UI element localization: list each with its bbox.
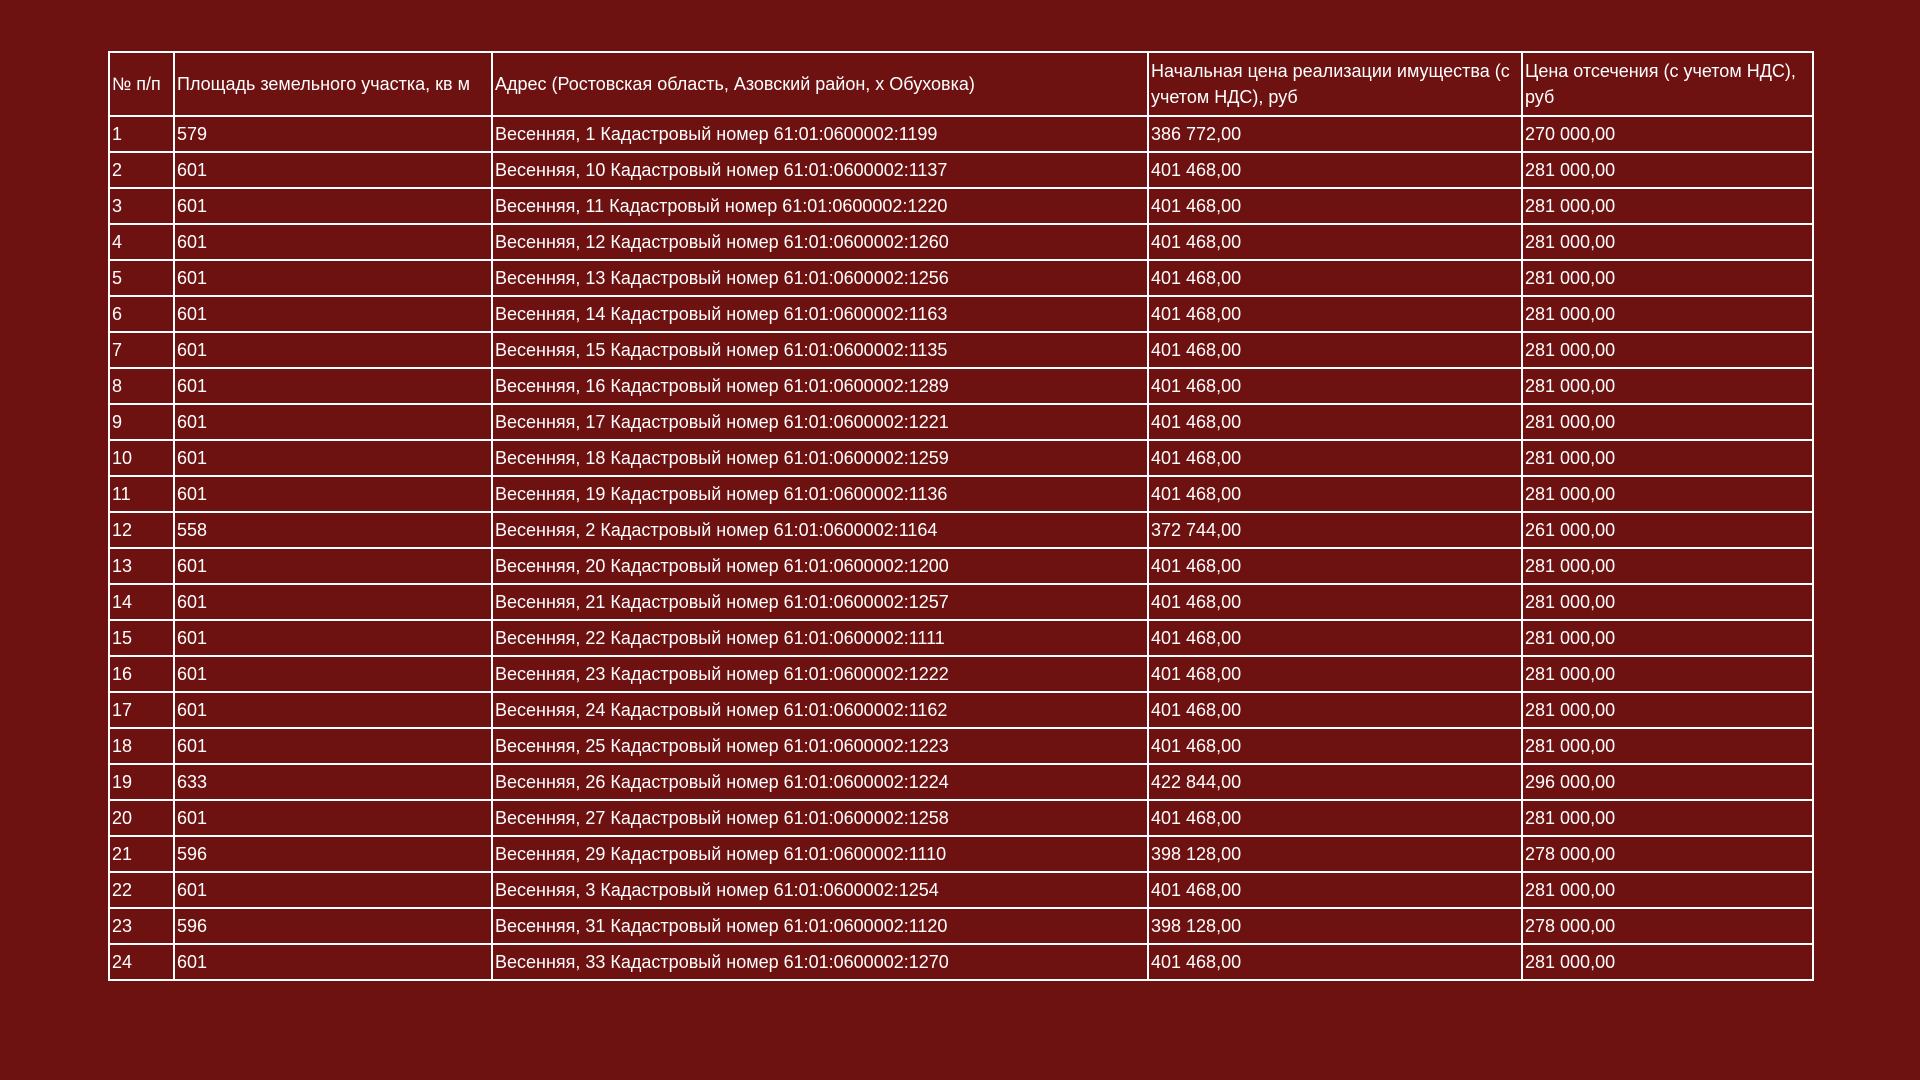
- cell-address: Весенняя, 16 Кадастровый номер 61:01:0600002:1289: [492, 368, 1148, 404]
- cell-initial-price: 401 468,00: [1148, 584, 1522, 620]
- cell-cutoff-price: 281 000,00: [1522, 584, 1813, 620]
- table-row: [109, 296, 1813, 332]
- cell-initial-price: 401 468,00: [1148, 368, 1522, 404]
- cell-cutoff-price: 278 000,00: [1522, 908, 1813, 944]
- cell-area: 601: [174, 476, 492, 512]
- table-row: [109, 224, 1813, 260]
- cell-address: Весенняя, 14 Кадастровый номер 61:01:0600002:1163: [492, 296, 1148, 332]
- cell-initial-price: 401 468,00: [1148, 800, 1522, 836]
- cell-initial-price: 401 468,00: [1148, 332, 1522, 368]
- cell-area: 601: [174, 188, 492, 224]
- cell-number: 9: [109, 404, 174, 440]
- cell-number: 3: [109, 188, 174, 224]
- table-row: [109, 152, 1813, 188]
- cell-cutoff-price: 281 000,00: [1522, 368, 1813, 404]
- cell-cutoff-price: 281 000,00: [1522, 800, 1813, 836]
- cell-address: Весенняя, 22 Кадастровый номер 61:01:0600002:1111: [492, 620, 1148, 656]
- cell-area: 601: [174, 368, 492, 404]
- cell-area: 601: [174, 332, 492, 368]
- cell-cutoff-price: 281 000,00: [1522, 224, 1813, 260]
- cell-cutoff-price: 281 000,00: [1522, 476, 1813, 512]
- cell-address: Весенняя, 15 Кадастровый номер 61:01:0600002:1135: [492, 332, 1148, 368]
- cell-cutoff-price: 281 000,00: [1522, 728, 1813, 764]
- cell-area: 601: [174, 584, 492, 620]
- cell-initial-price: 401 468,00: [1148, 152, 1522, 188]
- cell-cutoff-price: 278 000,00: [1522, 836, 1813, 872]
- cell-initial-price: 401 468,00: [1148, 872, 1522, 908]
- cell-area: 601: [174, 872, 492, 908]
- cell-area: 601: [174, 440, 492, 476]
- cell-number: 6: [109, 296, 174, 332]
- cell-area: 601: [174, 152, 492, 188]
- cell-address: Весенняя, 2 Кадастровый номер 61:01:0600002:1164: [492, 512, 1148, 548]
- cell-initial-price: 401 468,00: [1148, 692, 1522, 728]
- table-row: [109, 656, 1813, 692]
- cell-cutoff-price: 270 000,00: [1522, 116, 1813, 152]
- cell-number: 13: [109, 548, 174, 584]
- cell-cutoff-price: 281 000,00: [1522, 944, 1813, 980]
- cell-cutoff-price: 281 000,00: [1522, 404, 1813, 440]
- cell-address: Весенняя, 13 Кадастровый номер 61:01:0600002:1256: [492, 260, 1148, 296]
- header-address: Адрес (Ростовская область, Азовский район, х Обуховка): [492, 52, 1148, 116]
- cell-initial-price: 398 128,00: [1148, 908, 1522, 944]
- cell-number: 8: [109, 368, 174, 404]
- table-row: [109, 908, 1813, 944]
- cell-address: Весенняя, 20 Кадастровый номер 61:01:0600002:1200: [492, 548, 1148, 584]
- cell-address: Весенняя, 21 Кадастровый номер 61:01:0600002:1257: [492, 584, 1148, 620]
- cell-address: Весенняя, 29 Кадастровый номер 61:01:0600002:1110: [492, 836, 1148, 872]
- cell-number: 10: [109, 440, 174, 476]
- cell-number: 11: [109, 476, 174, 512]
- cell-initial-price: 401 468,00: [1148, 656, 1522, 692]
- cell-area: 596: [174, 836, 492, 872]
- cell-area: 601: [174, 656, 492, 692]
- table-row: [109, 692, 1813, 728]
- cell-initial-price: 422 844,00: [1148, 764, 1522, 800]
- table-row: [109, 944, 1813, 980]
- cell-number: 1: [109, 116, 174, 152]
- table-row: [109, 584, 1813, 620]
- cell-number: 2: [109, 152, 174, 188]
- cell-area: 579: [174, 116, 492, 152]
- cell-number: 19: [109, 764, 174, 800]
- cell-cutoff-price: 281 000,00: [1522, 440, 1813, 476]
- cell-area: 633: [174, 764, 492, 800]
- cell-initial-price: 401 468,00: [1148, 404, 1522, 440]
- table-row: [109, 116, 1813, 152]
- table-row: [109, 728, 1813, 764]
- cell-cutoff-price: 281 000,00: [1522, 332, 1813, 368]
- cell-initial-price: 401 468,00: [1148, 620, 1522, 656]
- table-row: [109, 836, 1813, 872]
- cell-initial-price: 401 468,00: [1148, 548, 1522, 584]
- table-row: [109, 872, 1813, 908]
- cell-number: 23: [109, 908, 174, 944]
- cell-number: 12: [109, 512, 174, 548]
- header-row: [109, 52, 1813, 116]
- cell-number: 22: [109, 872, 174, 908]
- cell-address: Весенняя, 25 Кадастровый номер 61:01:0600002:1223: [492, 728, 1148, 764]
- table-row: [109, 332, 1813, 368]
- cell-initial-price: 386 772,00: [1148, 116, 1522, 152]
- cell-area: 558: [174, 512, 492, 548]
- header-cutoff-price: Цена отсечения (с учетом НДС), руб: [1522, 52, 1813, 116]
- cell-initial-price: 401 468,00: [1148, 476, 1522, 512]
- cell-initial-price: 401 468,00: [1148, 188, 1522, 224]
- cell-address: Весенняя, 27 Кадастровый номер 61:01:0600002:1258: [492, 800, 1148, 836]
- land-plots-table-container: [108, 51, 1812, 981]
- land-plots-table: [108, 51, 1814, 981]
- cell-address: Весенняя, 10 Кадастровый номер 61:01:0600002:1137: [492, 152, 1148, 188]
- cell-area: 601: [174, 944, 492, 980]
- cell-address: Весенняя, 23 Кадастровый номер 61:01:0600002:1222: [492, 656, 1148, 692]
- cell-cutoff-price: 261 000,00: [1522, 512, 1813, 548]
- header-initial-price: Начальная цена реализации имущества (с учетом НДС), руб: [1148, 52, 1522, 116]
- cell-cutoff-price: 281 000,00: [1522, 260, 1813, 296]
- table-row: [109, 800, 1813, 836]
- cell-address: Весенняя, 1 Кадастровый номер 61:01:0600002:1199: [492, 116, 1148, 152]
- cell-cutoff-price: 281 000,00: [1522, 296, 1813, 332]
- cell-initial-price: 401 468,00: [1148, 440, 1522, 476]
- cell-area: 601: [174, 296, 492, 332]
- cell-area: 601: [174, 692, 492, 728]
- cell-address: Весенняя, 26 Кадастровый номер 61:01:0600002:1224: [492, 764, 1148, 800]
- cell-number: 15: [109, 620, 174, 656]
- table-row: [109, 764, 1813, 800]
- table-header: [109, 52, 1813, 116]
- table-row: [109, 404, 1813, 440]
- table-row: [109, 188, 1813, 224]
- cell-address: Весенняя, 18 Кадастровый номер 61:01:0600002:1259: [492, 440, 1148, 476]
- cell-cutoff-price: 296 000,00: [1522, 764, 1813, 800]
- cell-area: 601: [174, 260, 492, 296]
- table-row: [109, 548, 1813, 584]
- cell-area: 601: [174, 620, 492, 656]
- cell-number: 5: [109, 260, 174, 296]
- cell-cutoff-price: 281 000,00: [1522, 548, 1813, 584]
- cell-initial-price: 401 468,00: [1148, 224, 1522, 260]
- cell-area: 601: [174, 728, 492, 764]
- cell-initial-price: 401 468,00: [1148, 260, 1522, 296]
- cell-cutoff-price: 281 000,00: [1522, 188, 1813, 224]
- cell-area: 601: [174, 800, 492, 836]
- cell-number: 24: [109, 944, 174, 980]
- cell-address: Весенняя, 19 Кадастровый номер 61:01:0600002:1136: [492, 476, 1148, 512]
- cell-address: Весенняя, 31 Кадастровый номер 61:01:0600002:1120: [492, 908, 1148, 944]
- cell-address: Весенняя, 24 Кадастровый номер 61:01:0600002:1162: [492, 692, 1148, 728]
- cell-area: 596: [174, 908, 492, 944]
- cell-number: 14: [109, 584, 174, 620]
- cell-initial-price: 401 468,00: [1148, 728, 1522, 764]
- cell-address: Весенняя, 11 Кадастровый номер 61:01:0600002:1220: [492, 188, 1148, 224]
- cell-address: Весенняя, 33 Кадастровый номер 61:01:0600002:1270: [492, 944, 1148, 980]
- cell-number: 20: [109, 800, 174, 836]
- cell-cutoff-price: 281 000,00: [1522, 152, 1813, 188]
- cell-number: 4: [109, 224, 174, 260]
- cell-area: 601: [174, 548, 492, 584]
- header-area: Площадь земельного участка, кв м: [174, 52, 492, 116]
- cell-initial-price: 401 468,00: [1148, 944, 1522, 980]
- cell-number: 18: [109, 728, 174, 764]
- cell-number: 21: [109, 836, 174, 872]
- table-row: [109, 512, 1813, 548]
- table-row: [109, 260, 1813, 296]
- cell-cutoff-price: 281 000,00: [1522, 872, 1813, 908]
- cell-number: 7: [109, 332, 174, 368]
- cell-cutoff-price: 281 000,00: [1522, 692, 1813, 728]
- header-number: № п/п: [109, 52, 174, 116]
- cell-address: Весенняя, 17 Кадастровый номер 61:01:0600002:1221: [492, 404, 1148, 440]
- cell-number: 16: [109, 656, 174, 692]
- table-row: [109, 368, 1813, 404]
- table-row: [109, 476, 1813, 512]
- cell-number: 17: [109, 692, 174, 728]
- cell-cutoff-price: 281 000,00: [1522, 656, 1813, 692]
- table-row: [109, 620, 1813, 656]
- cell-initial-price: 401 468,00: [1148, 296, 1522, 332]
- cell-area: 601: [174, 404, 492, 440]
- cell-area: 601: [174, 224, 492, 260]
- cell-address: Весенняя, 12 Кадастровый номер 61:01:0600002:1260: [492, 224, 1148, 260]
- cell-initial-price: 372 744,00: [1148, 512, 1522, 548]
- cell-cutoff-price: 281 000,00: [1522, 620, 1813, 656]
- cell-initial-price: 398 128,00: [1148, 836, 1522, 872]
- table-body: [109, 116, 1813, 980]
- cell-address: Весенняя, 3 Кадастровый номер 61:01:0600002:1254: [492, 872, 1148, 908]
- table-row: [109, 440, 1813, 476]
